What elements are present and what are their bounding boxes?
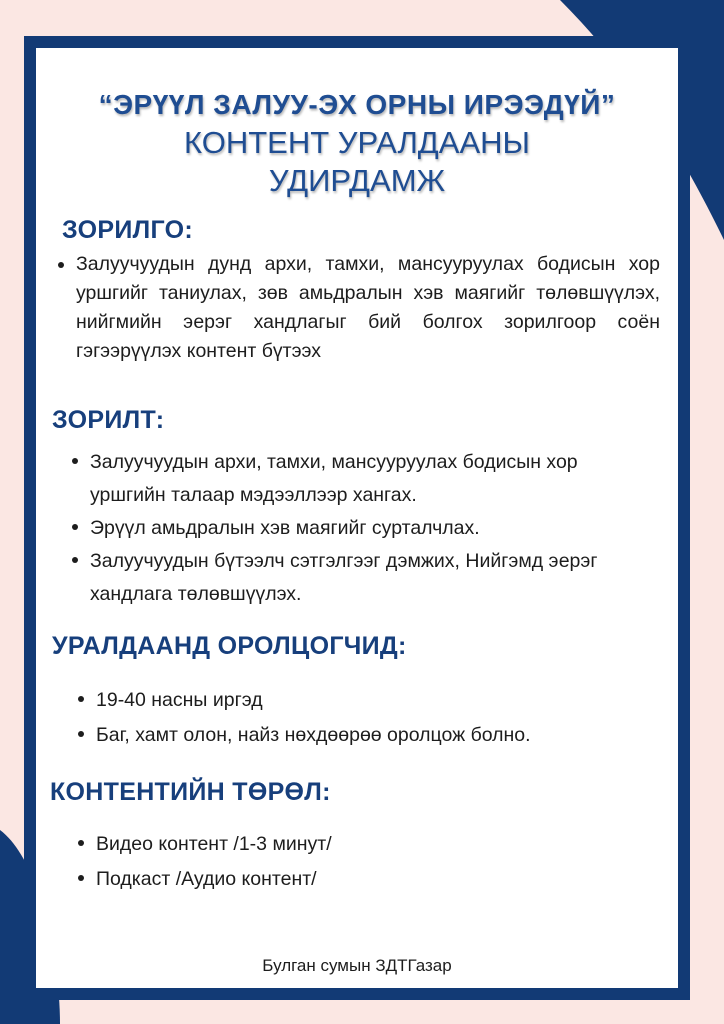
- title-line-2: КОНТЕНТ УРАЛДААНЫ: [184, 125, 530, 160]
- goal-list: [76, 250, 660, 366]
- bullet-icon: [78, 696, 84, 702]
- bullet-icon: [78, 840, 84, 846]
- goal-heading: ЗОРИЛГО:: [62, 216, 193, 244]
- list-item: Эрүүл амьдралын хэв маягийг сурталчлах.: [90, 512, 650, 545]
- list-item: Баг, хамт олон, найз нөхдөөрөө оролцож болно.: [96, 719, 666, 752]
- objectives-heading: ЗОРИЛТ:: [52, 406, 165, 434]
- page-title: [36, 86, 678, 200]
- bullet-icon: [58, 262, 64, 268]
- title-line-1: “ЭРҮҮЛ ЗАЛУУ-ЭХ ОРНЫ ИРЭЭДҮЙ”: [98, 89, 616, 120]
- footer-organization: Булган сумын ЗДТГазар: [262, 956, 452, 975]
- content-frame: [24, 36, 690, 1000]
- bullet-icon: [78, 731, 84, 737]
- bullet-icon: [72, 557, 78, 563]
- bullet-icon: [78, 875, 84, 881]
- list-item: Залуучуудын бүтээлч сэтгэлгээг дэмжих, Нийгэмд эерэг хандлага төлөвшүүлэх.: [90, 545, 650, 611]
- content-types-heading: КОНТЕНТИЙН ТӨРӨЛ:: [50, 778, 331, 806]
- title-line-3: УДИРДАМЖ: [268, 163, 446, 198]
- list-item: Залуучуудын архи, тамхи, мансууруулах бодисын хор уршгийн талаар мэдээллээр хангах.: [90, 446, 650, 512]
- list-item: Залуучуудын дунд архи, тамхи, мансууруулах бодисын хор уршгийг таниулах, зөв амьдралын хэв маягийг төлөвшүүлэх, нийгмийн эерэг хандлагыг бий болгох зорилгоор соён гэгээрүүлэх контент бүтээх: [76, 250, 660, 366]
- bullet-icon: [72, 524, 78, 530]
- list-item: Подкаст /Аудио контент/: [96, 863, 666, 896]
- bullet-icon: [72, 458, 78, 464]
- list-item: 19-40 насны иргэд: [96, 684, 666, 717]
- participants-list: [96, 684, 666, 752]
- list-item: Видео контент /1-3 минут/: [96, 828, 666, 861]
- objectives-list: [90, 446, 650, 611]
- content-types-list: [96, 828, 666, 896]
- participants-heading: УРАЛДААНД ОРОЛЦОГЧИД:: [52, 632, 407, 660]
